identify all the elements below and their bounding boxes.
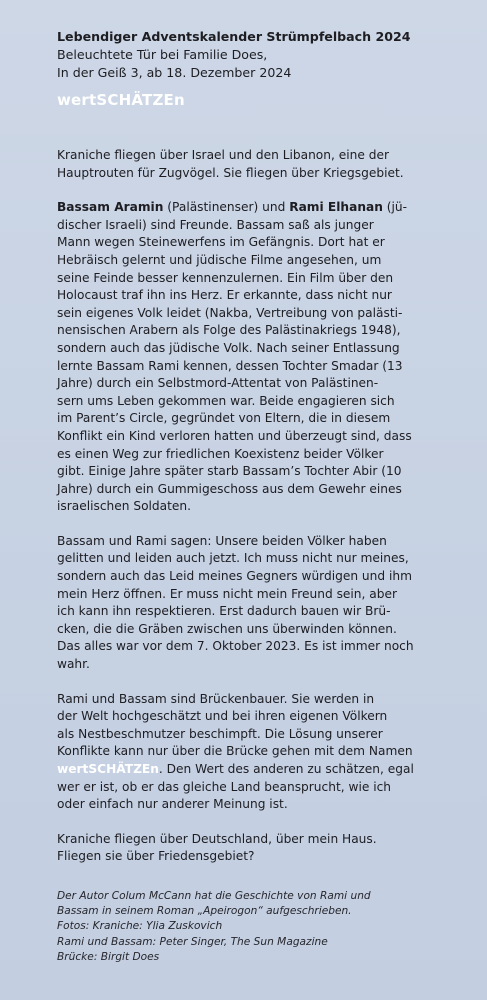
- photo-credits: [57, 889, 457, 965]
- credit-line: Fotos: Kraniche: Ylia Zuskovich: [57, 920, 223, 933]
- paragraph-4: [57, 691, 475, 814]
- text-line: gelitten und leiden auch jetzt. Ich muss nicht nur meines,: [57, 551, 409, 566]
- text-line: lernte Bassam Rami kennen, dessen Tochter Smadar (13: [57, 358, 403, 373]
- text-line: sondern auch das jüdische Volk. Nach seiner Entlassung: [57, 340, 400, 355]
- text-line: ich kann ihn respektieren. Erst dadurch bauen wir Brü-: [57, 604, 391, 619]
- brand-title: wertSCHÄTZEn: [57, 91, 185, 109]
- flyer-content: [57, 28, 475, 866]
- name-rami: Rami Elhanan: [289, 200, 383, 215]
- text-line: seine Feinde besser kennenzulernen. Ein Film über den: [57, 270, 394, 285]
- credit-line: Der Autor Colum McCann hat die Geschichte von Rami und: [57, 890, 371, 902]
- paragraph-5: [57, 831, 475, 866]
- text-line: gibt. Einige Jahre später starb Bassam’s Tochter Abir (10: [57, 464, 402, 479]
- text-line: Bassam und Rami sagen: Unsere beiden Völker haben: [57, 533, 387, 548]
- text-line: Kraniche fliegen über Deutschland, über mein Haus.: [57, 831, 377, 846]
- text-line: Hauptrouten für Zugvögel. Sie fliegen über Kriegsgebiet.: [57, 165, 404, 180]
- text-line: Das alles war vor dem 7. Oktober 2023. Es ist immer noch: [57, 639, 414, 654]
- credit-line: Bassam in seinem Roman „Apeirogon“ aufgeschrieben.: [57, 905, 352, 918]
- text-line: Hebräisch gelernt und jüdische Filme angesehen, um: [57, 252, 382, 267]
- text-line: discher Israeli) sind Freunde. Bassam saß als junger: [57, 217, 374, 232]
- text-fragment: (jü-: [382, 200, 408, 215]
- header-location: Beleuchtete Tür bei Familie Does,: [57, 47, 268, 62]
- text-line: oder einfach nur anderer Meinung ist.: [57, 797, 288, 812]
- text-line: Holocaust traf ihn ins Herz. Er erkannte, dass nicht nur: [57, 288, 392, 303]
- header-title: Lebendiger Adventskalender Strümpfelbach 2024: [57, 29, 411, 44]
- text-line: mein Herz öffnen. Er muss nicht mein Freund sein, aber: [57, 586, 397, 601]
- text-line: [57, 761, 475, 779]
- credit-line: Rami und Bassam: Peter Singer, The Sun Magazine: [57, 935, 328, 948]
- text-line: sern ums Leben gekommen war. Beide engagieren sich: [57, 393, 395, 408]
- name-bassam: Bassam Aramin: [57, 200, 164, 215]
- text-line: Jahre) durch ein Selbstmord-Attentat von Palästinen-: [57, 376, 379, 391]
- text-line: Rami und Bassam sind Brückenbauer. Sie werden in: [57, 691, 375, 706]
- text-line: nensischen Arabern als Folge des Palästinakriegs 1948),: [57, 323, 401, 338]
- text-line: Fliegen sie über Friedensgebiet?: [57, 849, 255, 864]
- text-line: im Parent’s Circle, gegründet von Eltern, die in diesem: [57, 411, 391, 426]
- text-line: cken, die die Gräben zwischen uns überwinden können.: [57, 621, 397, 636]
- text-line: Konflikt ein Kind verloren hatten und überzeugt sind, dass: [57, 428, 412, 443]
- text-line: Mann wegen Steinewerfens im Gefängnis. Dort hat er: [57, 235, 385, 250]
- text-line: wahr.: [57, 657, 90, 672]
- credit-line: Brücke: Birgit Does: [57, 950, 160, 963]
- text-fragment: (Palästinenser) und: [163, 200, 290, 215]
- text-line: Konflikte kann nur über die Brücke gehen mit dem Namen: [57, 744, 413, 759]
- brand-inline: wertSCHÄTZEn: [57, 762, 159, 776]
- text-line: [57, 199, 475, 217]
- text-line: Kraniche fliegen über Israel und den Libanon, eine der: [57, 148, 389, 162]
- text-line: Jahre) durch ein Gummigeschoss aus dem Gewehr eines: [57, 481, 402, 496]
- text-line: israelischen Soldaten.: [57, 499, 192, 514]
- text-fragment: . Den Wert des anderen zu schätzen, egal: [158, 762, 414, 776]
- header-date: In der Geiß 3, ab 18. Dezember 2024: [57, 65, 292, 80]
- paragraph-1: [57, 147, 475, 182]
- text-line: sein eigenes Volk leidet (Nakba, Vertreibung von palästi-: [57, 305, 403, 320]
- paragraph-2: [57, 199, 475, 516]
- text-line: wer er ist, ob er das gleiche Land beansprucht, wie ich: [57, 779, 392, 794]
- text-line: es einen Weg zur friedlichen Koexistenz beider Völker: [57, 446, 384, 461]
- text-line: als Nestbeschmutzer beschimpft. Die Lösung unserer: [57, 726, 383, 741]
- paragraph-3: [57, 533, 475, 674]
- text-line: der Welt hochgeschätzt und bei ihren eigenen Völkern: [57, 709, 388, 724]
- text-line: sondern auch das Leid meines Gegners würdigen und ihm: [57, 569, 412, 584]
